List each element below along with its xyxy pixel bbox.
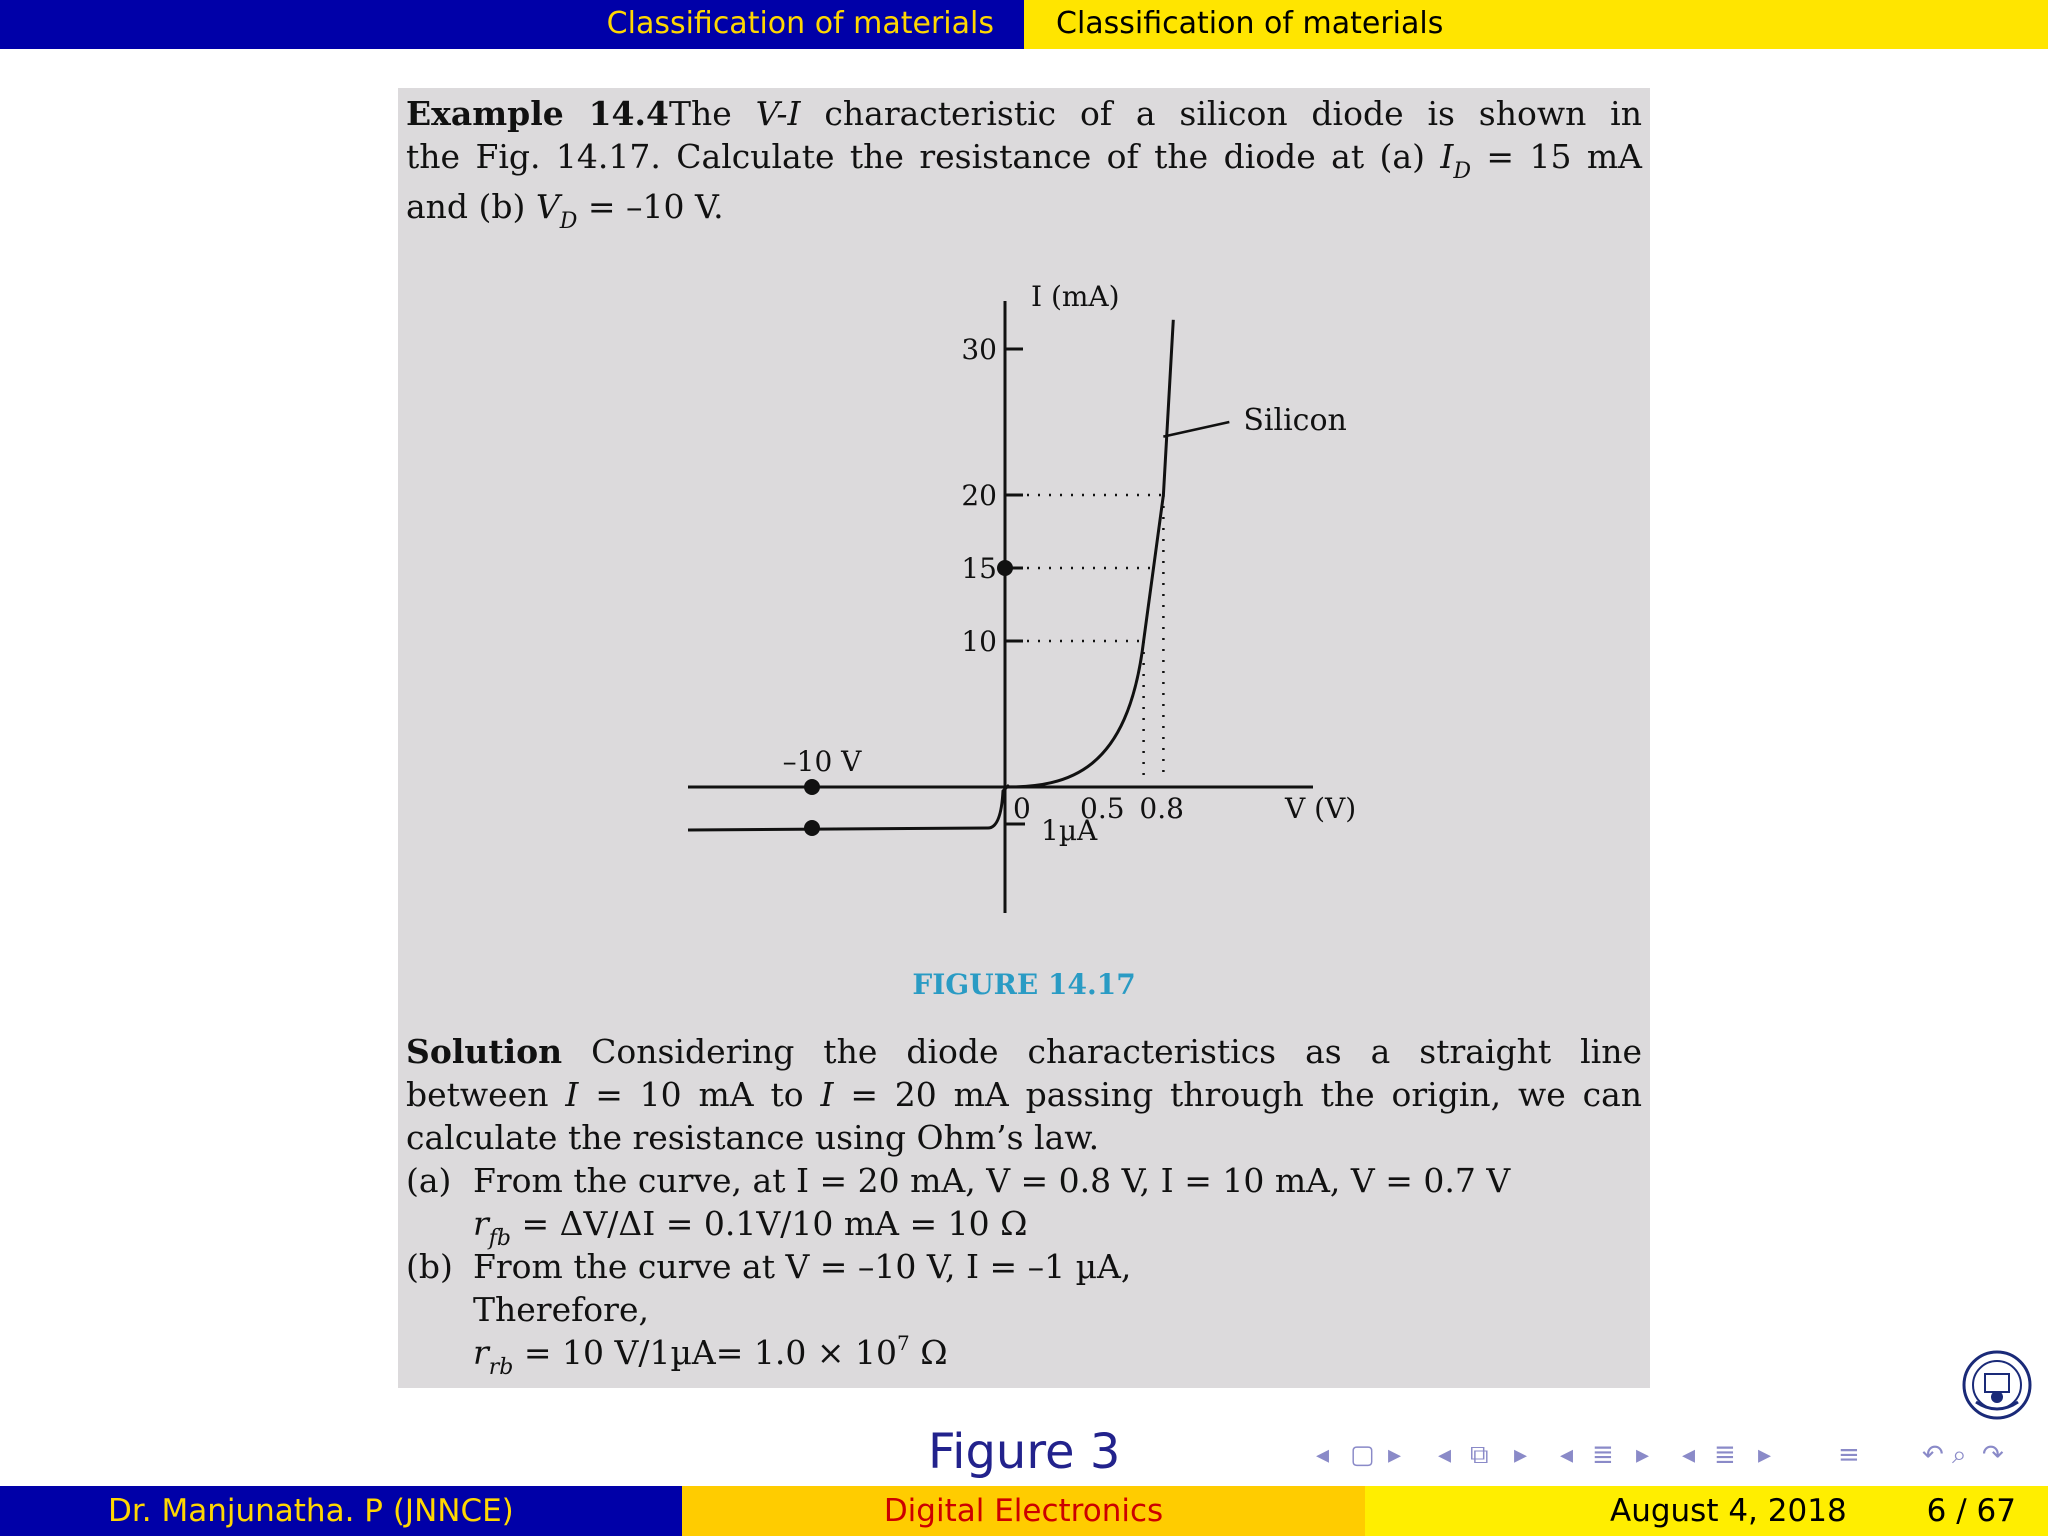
footer-course: Digital Electronics (883, 1493, 1164, 1529)
nav-next-subsection-icon[interactable]: ▸ (1514, 1440, 1528, 1470)
nav-forward-icon[interactable]: ↷ (1982, 1440, 2004, 1470)
solution-label: Solution (406, 1032, 563, 1071)
nav-frame-icon[interactable]: ▢ (1350, 1440, 1375, 1470)
y-tick-label: 20 (961, 479, 997, 512)
textbook-scan (398, 88, 1650, 1388)
footer-page-number: 6 / 67 (1926, 1493, 2016, 1529)
header-subsection-title[interactable]: Classification of materials (1056, 6, 1444, 41)
forward-curve (1005, 320, 1173, 787)
y-axis-label: I (mA) (1031, 280, 1120, 313)
nav-prev-section-icon[interactable]: ◂ (1560, 1440, 1574, 1470)
footer-date: August 4, 2018 (1610, 1493, 1847, 1529)
x-tick-label: 0.5 (1080, 792, 1125, 825)
nav-subsection-icon[interactable]: ⧉ (1470, 1440, 1489, 1470)
footer-date-box (1365, 1486, 2048, 1536)
solution-b-therefore: Therefore, (473, 1290, 649, 1329)
y-tick-label: 10 (961, 625, 997, 658)
solution-line-1: Solution Considering the diode characteristics as a straight line (406, 1032, 1642, 1071)
nav-appendix-icon[interactable]: ≡ (1838, 1440, 1860, 1470)
header-subsection[interactable] (1024, 0, 2048, 49)
reverse-current-label: 1µA (1041, 814, 1098, 847)
y-tick-label: 15 (961, 552, 997, 585)
nav-prev-subsection-icon[interactable]: ◂ (1438, 1440, 1452, 1470)
y-tick-label: 30 (961, 333, 997, 366)
reverse-curve (688, 785, 1009, 830)
silicon-leader (1163, 422, 1229, 437)
solution-b-prefix: (b) (406, 1247, 453, 1286)
neg-10v-label: –10 V (782, 745, 862, 778)
nav-next-frame-icon[interactable]: ▸ (1388, 1440, 1402, 1470)
solution-a-prefix: (a) (406, 1161, 452, 1200)
example-label: Example 14.4 (406, 94, 669, 133)
silicon-label: Silicon (1243, 403, 1347, 438)
vi-characteristic-chart (398, 88, 1650, 968)
solution-line-2: between I = 10 mA to I = 20 mA passing through the origin, we can (406, 1075, 1642, 1114)
nav-next-document-icon[interactable]: ▸ (1758, 1440, 1772, 1470)
example-line-3: and (b) $V_D = -10$ V. (406, 187, 724, 234)
solution-b-equation: $r_{rb} = 10$ $V/1\mu A= 1.0 \times 10^7$ Ω (473, 1331, 948, 1380)
header-section-title[interactable]: Classification of materials (606, 6, 994, 41)
nav-document-icon[interactable]: ≣ (1714, 1440, 1736, 1470)
nav-prev-document-icon[interactable]: ◂ (1682, 1440, 1696, 1470)
nav-search-icon[interactable]: ⌕ (1952, 1440, 1967, 1470)
solution-b-text: From the curve at V = –10 V, I = –1 µA, (473, 1247, 1132, 1286)
marked-point-neg10V-axis (804, 779, 820, 795)
header-section[interactable] (0, 0, 1024, 49)
footer-author: Dr. Manjunatha. P (JNNCE) (108, 1493, 514, 1529)
example-line-2: the Fig. 14.17. Calculate the resistance of the diode at (a) $I_D = 15$ mA (406, 137, 1642, 184)
example-line-1: Example 14.4The V-I characteristic of a silicon diode is shown in (406, 94, 1642, 133)
marked-point-neg10V-curve (804, 820, 820, 836)
footer-author-box (0, 1486, 682, 1536)
college-logo (1962, 1350, 2032, 1420)
solution-a-text: From the curve, at I = 20 mA, V = 0.8 V, I = 10 mA, V = 0.7 V (473, 1161, 1511, 1200)
figure-caption: FIGURE 14.17 (912, 968, 1136, 1001)
nav-section-icon[interactable]: ≣ (1592, 1440, 1614, 1470)
figure-number-label: Figure 3 (928, 1424, 1121, 1480)
nav-prev-frame-icon[interactable]: ◂ (1316, 1440, 1330, 1470)
x-tick-label: 0.8 (1139, 792, 1184, 825)
footer-course-box (682, 1486, 1365, 1536)
x-tick-label: 0 (1013, 792, 1031, 825)
solution-a-equation: $r_{fb} = \Delta V/\Delta I = 0.1V/10$ mA = 10 Ω (473, 1204, 1028, 1251)
marked-point-15mA (997, 560, 1013, 576)
x-axis-label: V (V) (1285, 792, 1357, 825)
nav-back-icon[interactable]: ↶ (1922, 1440, 1944, 1470)
solution-line-3: calculate the resistance using Ohm’s law. (406, 1118, 1100, 1157)
beamer-navigation (1310, 1440, 2030, 1474)
nav-next-section-icon[interactable]: ▸ (1636, 1440, 1650, 1470)
